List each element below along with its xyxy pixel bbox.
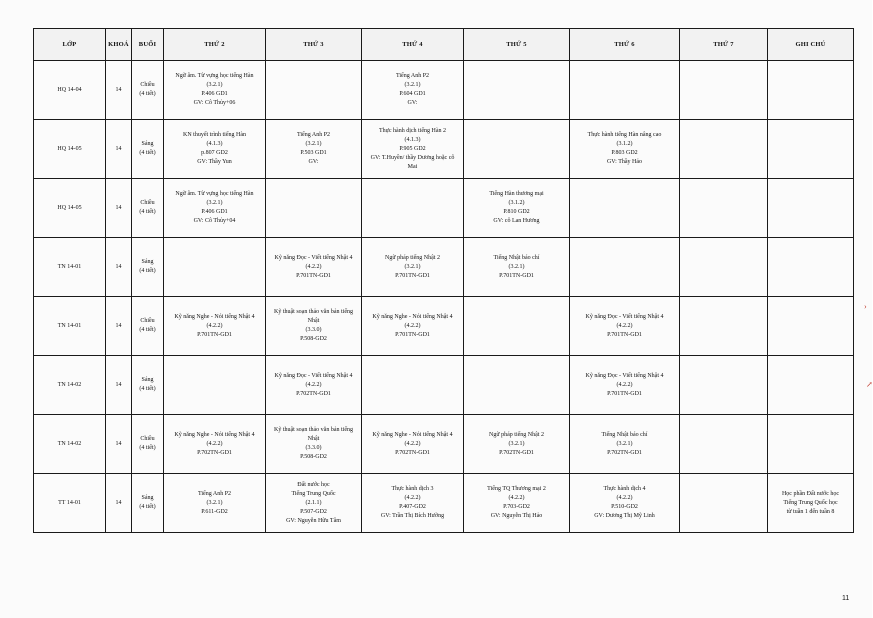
table-row xyxy=(34,120,854,179)
cell-line: Kỹ năng Nghe - Nói tiếng Nhật 4 xyxy=(372,313,453,320)
cell-thu4 xyxy=(362,238,464,297)
cell-line: P.702TN-GD1 xyxy=(296,390,331,397)
cell-line: P.702TN-GD1 xyxy=(197,449,232,456)
cell-line: Thực hành dịch tiếng Hàn 2 xyxy=(378,127,447,134)
cell-line: (3.2.1) xyxy=(404,82,421,88)
cell-thu6 xyxy=(570,474,680,533)
cell-thu4 xyxy=(362,179,464,238)
cell-thu6 xyxy=(570,415,680,474)
cell-line: P.702TN-GD1 xyxy=(395,449,430,456)
cell-line: Kỹ năng Nghe - Nói tiếng Nhật 4 xyxy=(174,431,255,438)
cell-line: GV: Thầy Hảo xyxy=(606,159,643,165)
cell-line: GV: T.Huyền/ thầy Dương hoặc cô xyxy=(370,154,455,161)
cell-ghichu xyxy=(768,238,854,297)
cell-line: (3.2.1) xyxy=(206,499,223,506)
header-thu6: THỨ 6 xyxy=(570,29,680,61)
cell-thu7 xyxy=(680,61,768,120)
cell-lop: TN 14-02 xyxy=(34,356,106,415)
cell-khoa: 14 xyxy=(106,415,132,474)
cell-line: Tiếng Nhật báo chí xyxy=(601,431,648,438)
cell-line: GV: Nguyễn Thị Hảo xyxy=(490,513,543,519)
cell-ghichu xyxy=(768,297,854,356)
cell-buoi xyxy=(132,356,164,415)
cell-thu6 xyxy=(570,297,680,356)
cell-line: (4.2.2) xyxy=(305,263,322,270)
cell-line: Sáng xyxy=(141,495,154,501)
cell-line: Chiều xyxy=(140,436,155,442)
cell-khoa: 14 xyxy=(106,356,132,415)
cell-line: (3.2.1) xyxy=(508,263,525,270)
cell-line: Thực hành tiếng Hàn nâng cao xyxy=(587,132,662,138)
cell-thu3 xyxy=(266,61,362,120)
cell-line: P.703-GD2 xyxy=(503,504,530,510)
cell-line: Sáng xyxy=(141,377,154,383)
cell-line: Ngữ pháp tiếng Nhật 2 xyxy=(385,254,440,261)
cell-line: (4 tiết) xyxy=(139,327,156,333)
cell-line: Tiếng Nhật báo chí xyxy=(493,254,540,261)
cell-line: Kỹ năng Đọc - Viết tiếng Nhật 4 xyxy=(274,372,353,379)
cell-line: (4.2.2) xyxy=(206,440,223,447)
cell-thu6 xyxy=(570,238,680,297)
cell-line: Thực hành dịch 4 xyxy=(603,486,646,492)
header-thu7: THỨ 7 xyxy=(680,29,768,61)
cell-line: Đất nước học xyxy=(297,481,330,488)
cell-line: P.702TN-GD1 xyxy=(607,449,642,456)
cell-line: P.702TN-GD1 xyxy=(499,449,534,456)
cell-line: Kỹ năng Đọc - Viết tiếng Nhật 4 xyxy=(274,254,353,261)
cell-thu4 xyxy=(362,120,464,179)
cell-line: Sáng xyxy=(141,141,154,147)
cell-line: (4.2.2) xyxy=(508,495,525,501)
cell-line: GV: Dương Thị Mỹ Linh xyxy=(594,513,655,519)
cell-lop: HQ 14-05 xyxy=(34,120,106,179)
cell-line: Nhật xyxy=(307,436,320,442)
cell-thu2 xyxy=(164,297,266,356)
cell-line: Kỹ năng Nghe - Nói tiếng Nhật 4 xyxy=(372,431,453,438)
cell-lop: HQ 14-04 xyxy=(34,61,106,120)
cell-line: GV: Nguyễn Hữu Tâm xyxy=(286,517,341,524)
cell-thu6 xyxy=(570,356,680,415)
cell-line: Nhật xyxy=(307,318,320,324)
cell-line: (4.2.2) xyxy=(616,381,633,388)
cell-line: GV: Trần Thị Bích Hường xyxy=(380,513,445,519)
cell-ghichu xyxy=(768,474,854,533)
cell-line: GV: Cô Thủy+06 xyxy=(193,100,236,106)
cell-line: Tiếng Anh P2 xyxy=(395,73,430,79)
cell-line: Mai xyxy=(407,163,418,170)
cell-line: (4.2.2) xyxy=(616,495,633,501)
cell-line: P.611-GD2 xyxy=(201,508,228,515)
cell-line: P.406 GD1 xyxy=(201,209,228,215)
table-row xyxy=(34,238,854,297)
table-row xyxy=(34,61,854,120)
cell-line: P.701TN-GD1 xyxy=(395,272,430,279)
cell-thu4 xyxy=(362,297,464,356)
cell-thu4 xyxy=(362,415,464,474)
header-thu5: THỨ 5 xyxy=(464,29,570,61)
cell-buoi xyxy=(132,120,164,179)
cell-buoi xyxy=(132,61,164,120)
cell-thu5 xyxy=(464,474,570,533)
cell-ghichu xyxy=(768,415,854,474)
cell-thu2 xyxy=(164,179,266,238)
cell-ghichu xyxy=(768,356,854,415)
cell-line: (3.2.1) xyxy=(206,82,223,88)
header-thu3: THỨ 3 xyxy=(266,29,362,61)
cell-line: Tiếng TQ Thương mại 2 xyxy=(487,486,546,492)
cell-line: Học phần Đất nước học xyxy=(781,490,840,497)
header-thu2: THỨ 2 xyxy=(164,29,266,61)
cell-line: (3.1.2) xyxy=(616,141,633,147)
cell-thu5 xyxy=(464,297,570,356)
cell-thu2 xyxy=(164,61,266,120)
cell-buoi xyxy=(132,297,164,356)
cell-line: (4.2.2) xyxy=(305,381,322,388)
cell-thu7 xyxy=(680,179,768,238)
cell-line: P.810 GD2 xyxy=(503,209,530,215)
cell-line: (4 tiết) xyxy=(139,445,156,451)
cell-line: GV: cô Lan Hương xyxy=(493,218,540,224)
cell-line: Tiếng Trung Quốc học xyxy=(783,499,838,506)
cell-thu2 xyxy=(164,238,266,297)
cell-line: Chiều xyxy=(140,200,155,206)
cell-line: (4.2.2) xyxy=(404,440,421,447)
cell-line: GV: xyxy=(407,100,418,106)
cell-line: GV: Thầy Yun xyxy=(197,159,232,165)
header-khoa: KHOÁ xyxy=(106,29,132,61)
cell-line: P.905 GD2 xyxy=(399,145,426,152)
table-row xyxy=(34,297,854,356)
cell-line: (3.2.1) xyxy=(305,141,322,147)
cell-line: Tiếng Hàn thương mại xyxy=(489,191,544,197)
cell-line: (4 tiết) xyxy=(139,504,156,510)
cell-lop: TN 14-01 xyxy=(34,297,106,356)
header-ghichu: GHI CHÚ xyxy=(768,29,854,61)
cell-lop: TT 14-01 xyxy=(34,474,106,533)
page-number: 11 xyxy=(842,595,850,602)
cell-line: P.503 GD1 xyxy=(300,150,327,156)
cell-line: Ngữ pháp tiếng Nhật 2 xyxy=(489,431,544,438)
cell-line: (3.2.1) xyxy=(508,440,525,447)
cell-thu3 xyxy=(266,474,362,533)
cell-thu4 xyxy=(362,474,464,533)
cell-line: Sáng xyxy=(141,259,154,265)
cell-line: (4.1.3) xyxy=(404,136,421,143)
table-row xyxy=(34,179,854,238)
table-row xyxy=(34,415,854,474)
cell-line: Kỹ thuật soạn thảo văn bản tiếng xyxy=(274,427,353,433)
cell-line: (4 tiết) xyxy=(139,386,156,392)
cell-line: Chiều xyxy=(140,318,155,324)
cell-line: Thực hành dịch 3 xyxy=(391,486,434,492)
cell-line: P.701TN-GD1 xyxy=(607,331,642,338)
cell-ghichu xyxy=(768,179,854,238)
cell-line: (4.2.2) xyxy=(404,495,421,501)
cell-line: Tiếng Trung Quốc xyxy=(291,490,336,497)
cell-thu5 xyxy=(464,61,570,120)
cell-thu3 xyxy=(266,238,362,297)
header-row xyxy=(34,29,854,61)
cell-lop: HQ 14-05 xyxy=(34,179,106,238)
cell-line: Tiếng Anh P2 xyxy=(197,490,232,497)
cell-khoa: 14 xyxy=(106,238,132,297)
cell-line: (4.2.2) xyxy=(206,322,223,329)
cell-lop: TN 14-02 xyxy=(34,415,106,474)
cell-line: (4 tiết) xyxy=(139,150,156,156)
cell-thu5 xyxy=(464,238,570,297)
cell-line: (4.1.3) xyxy=(206,141,223,147)
cell-line: (4 tiết) xyxy=(139,209,156,215)
cell-line: P.508-GD2 xyxy=(300,454,327,460)
cell-lop: TN 14-01 xyxy=(34,238,106,297)
cell-thu2 xyxy=(164,120,266,179)
cell-line: P.701TN-GD1 xyxy=(296,272,331,279)
cell-thu6 xyxy=(570,61,680,120)
cell-thu3 xyxy=(266,120,362,179)
cell-buoi xyxy=(132,179,164,238)
cell-thu2 xyxy=(164,415,266,474)
cell-line: p.807 GD2 xyxy=(201,150,228,156)
cell-thu4 xyxy=(362,356,464,415)
cell-thu7 xyxy=(680,297,768,356)
cell-line: từ tuần 1 đến tuần 8 xyxy=(786,508,835,515)
cell-line: GV: Cô Thủy+04 xyxy=(193,218,236,224)
cell-thu5 xyxy=(464,120,570,179)
cell-thu2 xyxy=(164,474,266,533)
cell-line: (3.1.2) xyxy=(508,200,525,206)
cell-line: Tiếng Anh P2 xyxy=(296,132,331,138)
header-lop: LỚP xyxy=(34,29,106,61)
cell-thu7 xyxy=(680,356,768,415)
cell-thu3 xyxy=(266,297,362,356)
cell-thu7 xyxy=(680,415,768,474)
cell-line: P.406 GD1 xyxy=(201,91,228,97)
cell-thu3 xyxy=(266,179,362,238)
cell-line: Ngữ âm. Từ vựng học tiếng Hàn xyxy=(175,191,254,197)
table-row xyxy=(34,356,854,415)
cell-thu7 xyxy=(680,474,768,533)
cell-line: Kỹ năng Đọc - Viết tiếng Nhật 4 xyxy=(585,372,664,379)
cell-thu3 xyxy=(266,415,362,474)
cell-line: P.803 GD2 xyxy=(611,150,638,156)
cell-line: (3.3.0) xyxy=(305,327,322,333)
cell-khoa: 14 xyxy=(106,474,132,533)
cell-khoa: 14 xyxy=(106,179,132,238)
cell-line: Kỹ thuật soạn thảo văn bản tiếng xyxy=(274,309,353,315)
cell-thu4 xyxy=(362,61,464,120)
cell-line: (3.3.0) xyxy=(305,445,322,451)
cell-buoi xyxy=(132,415,164,474)
schedule-table xyxy=(33,28,854,533)
cell-thu6 xyxy=(570,179,680,238)
cell-line: Chiều xyxy=(140,82,155,88)
cell-line: P.510-GD2 xyxy=(611,504,638,510)
cell-thu2 xyxy=(164,356,266,415)
table-row xyxy=(34,474,854,533)
edge-mark: › xyxy=(864,302,867,311)
cell-buoi xyxy=(132,238,164,297)
cell-line: P.701TN-GD1 xyxy=(607,390,642,397)
cell-thu5 xyxy=(464,179,570,238)
cell-line: KN thuyết trình tiếng Hàn xyxy=(183,132,246,138)
cell-line: (4.2.2) xyxy=(404,322,421,329)
cell-buoi xyxy=(132,474,164,533)
schedule-body xyxy=(34,61,854,533)
cell-line: (4.2.2) xyxy=(616,322,633,329)
cell-thu7 xyxy=(680,120,768,179)
cell-line: P.701TN-GD1 xyxy=(499,272,534,279)
cell-line: (2.1.1) xyxy=(305,499,322,506)
cell-line: (3.2.1) xyxy=(404,263,421,270)
cell-line: P.701TN-GD1 xyxy=(395,331,430,338)
cell-line: P.604 GD1 xyxy=(399,91,426,97)
cell-line: Kỹ năng Nghe - Nói tiếng Nhật 4 xyxy=(174,313,255,320)
cell-thu3 xyxy=(266,356,362,415)
header-thu4: THỨ 4 xyxy=(362,29,464,61)
cell-ghichu xyxy=(768,120,854,179)
cell-line: (4 tiết) xyxy=(139,268,156,274)
cell-line: GV: xyxy=(308,159,319,165)
cell-thu7 xyxy=(680,238,768,297)
cell-thu5 xyxy=(464,356,570,415)
cell-khoa: 14 xyxy=(106,61,132,120)
header-buoi: BUỔI xyxy=(132,29,164,61)
cell-line: (3.2.1) xyxy=(206,200,223,206)
edge-mark: ↗ xyxy=(866,380,873,389)
cell-ghichu xyxy=(768,61,854,120)
cell-line: Kỹ năng Đọc - Viết tiếng Nhật 4 xyxy=(585,313,664,320)
cell-line: P.407-GD2 xyxy=(399,504,426,510)
cell-khoa: 14 xyxy=(106,297,132,356)
cell-khoa: 14 xyxy=(106,120,132,179)
cell-line: (4 tiết) xyxy=(139,91,156,97)
cell-line: P.508-GD2 xyxy=(300,336,327,342)
cell-line: Ngữ âm. Từ vựng học tiếng Hàn xyxy=(175,73,254,79)
cell-line: (3.2.1) xyxy=(616,440,633,447)
cell-thu5 xyxy=(464,415,570,474)
cell-line: P.701TN-GD1 xyxy=(197,331,232,338)
cell-thu6 xyxy=(570,120,680,179)
cell-line: P.507-GD2 xyxy=(300,508,327,515)
